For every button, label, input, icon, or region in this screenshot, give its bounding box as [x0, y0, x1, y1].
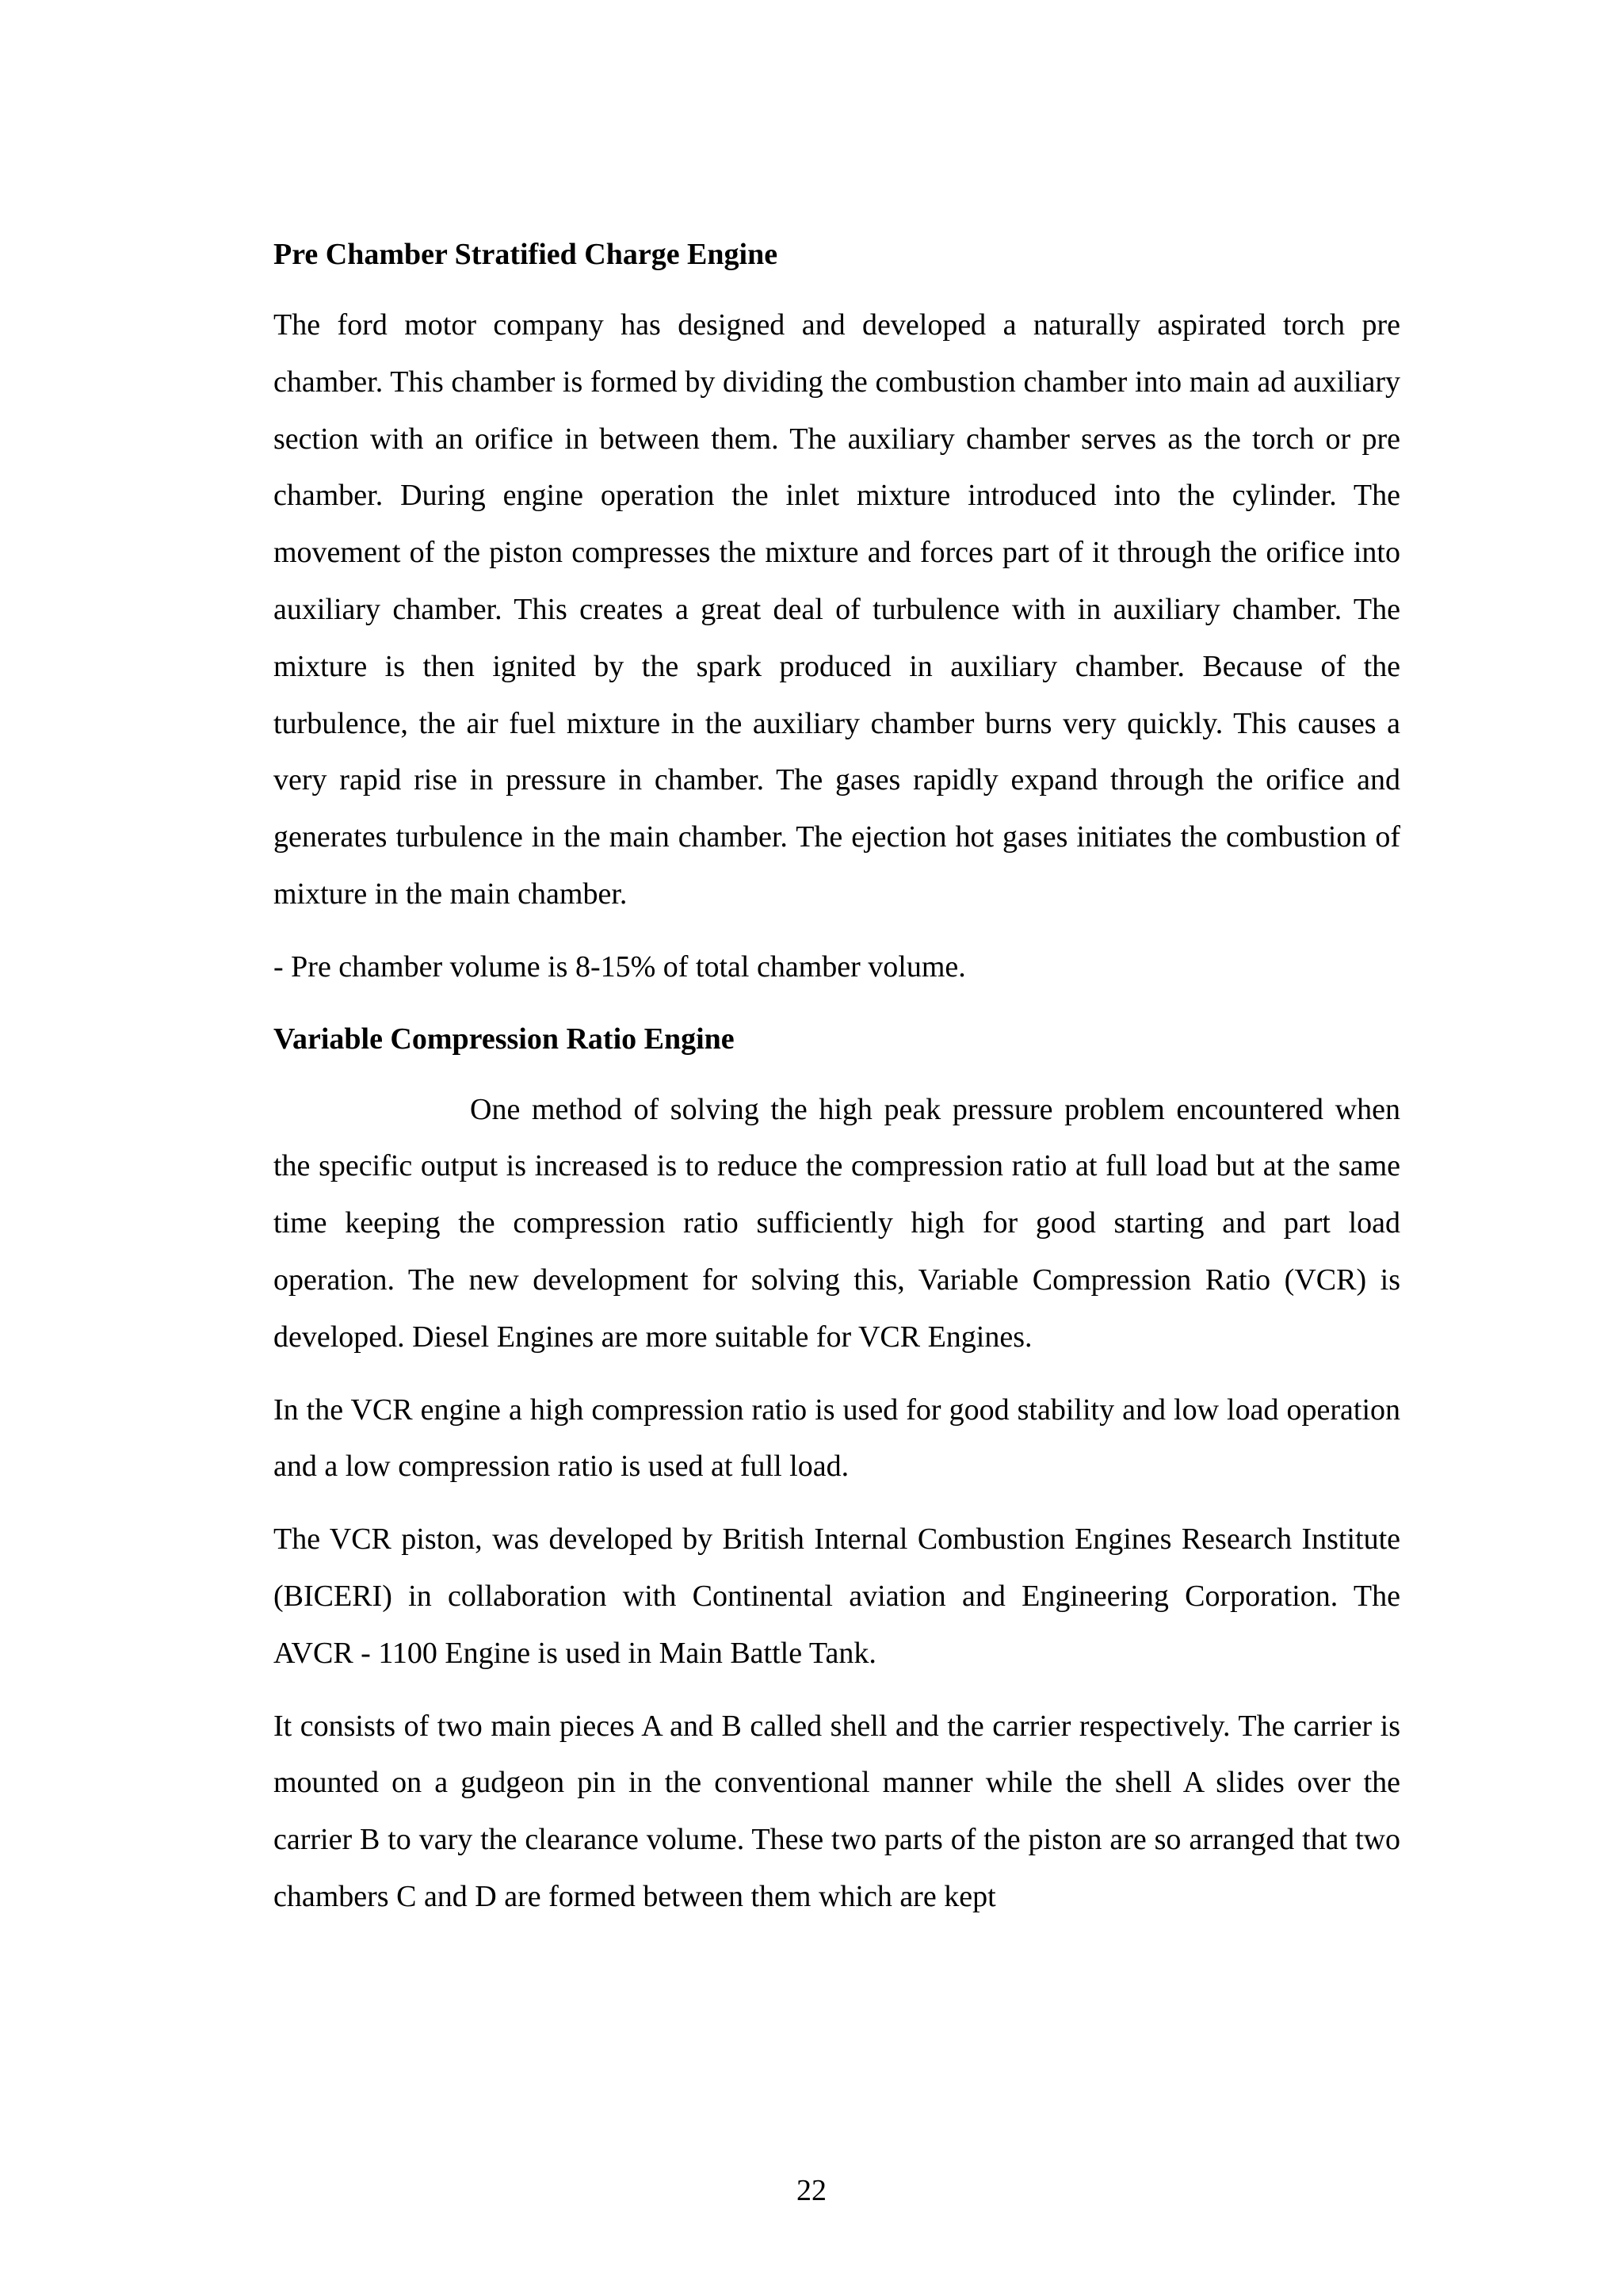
paragraph-vcr-compression: In the VCR engine a high compression ratio is used for good stability and low load operation and a low compression ratio is used at full load. — [273, 1392, 1400, 1484]
paragraph-vcr-piston-origin: The VCR piston, was developed by British Internal Combustion Engines Research Institute (BICERI) in collaboration with Continental aviation and Engineering Corporation. The AVCR - 1100 Engine is used in Main Battle Tank. — [273, 1522, 1400, 1670]
paragraph-vcr-intro: One method of solving the high peak pressure problem encountered when the specific output is increased is to reduce the compression ratio at full load but at the same time keeping the compression ratio sufficiently high for good starting and part load operation. The new development for solving this, Variable Compression Ratio (VCR) is developed. Diesel Engines are more suitable for VCR Engines. — [273, 1092, 1400, 1354]
paragraph-pre-chamber-description: The ford motor company has designed and developed a naturally aspirated torch pre chamber. This chamber is formed by dividing the combustion chamber into main ad auxiliary section with an orifice in between them. The auxiliary chamber serves as the torch or pre chamber. During engine operation the inlet mixture introduced into the cylinder. The movement of the piston compresses the mixture and forces part of it through the orifice into auxiliary chamber. This creates a great deal of turbulence with in auxiliary chamber. The mixture is then ignited by the spark produced in auxiliary chamber. Because of the turbulence, the air fuel mixture in the auxiliary chamber burns very quickly. This causes a very rapid rise in pressure in chamber. The gases rapidly expand through the orifice and generates turbulence in the main chamber. The ejection hot gases initiates the combustion of mixture in the main chamber. — [273, 308, 1400, 911]
section-heading-pre-chamber: Pre Chamber Stratified Charge Engine — [273, 238, 778, 271]
section-heading-vcr-engine: Variable Compression Ratio Engine — [273, 1022, 735, 1056]
page-body — [273, 226, 1400, 1926]
page-number: 22 — [796, 2174, 827, 2207]
paragraph-vcr-piston-construction: It consists of two main pieces A and B called shell and the carrier respectively. The carrier is mounted on a gudgeon pin in the conventional manner while the shell A slides over the carrier B to vary the clearance volume. These two parts of the piston are so arranged that two chambers C and D are formed between them which are kept — [273, 1709, 1400, 1913]
paragraph-pre-chamber-volume: - Pre chamber volume is 8-15% of total chamber volume. — [273, 949, 966, 984]
